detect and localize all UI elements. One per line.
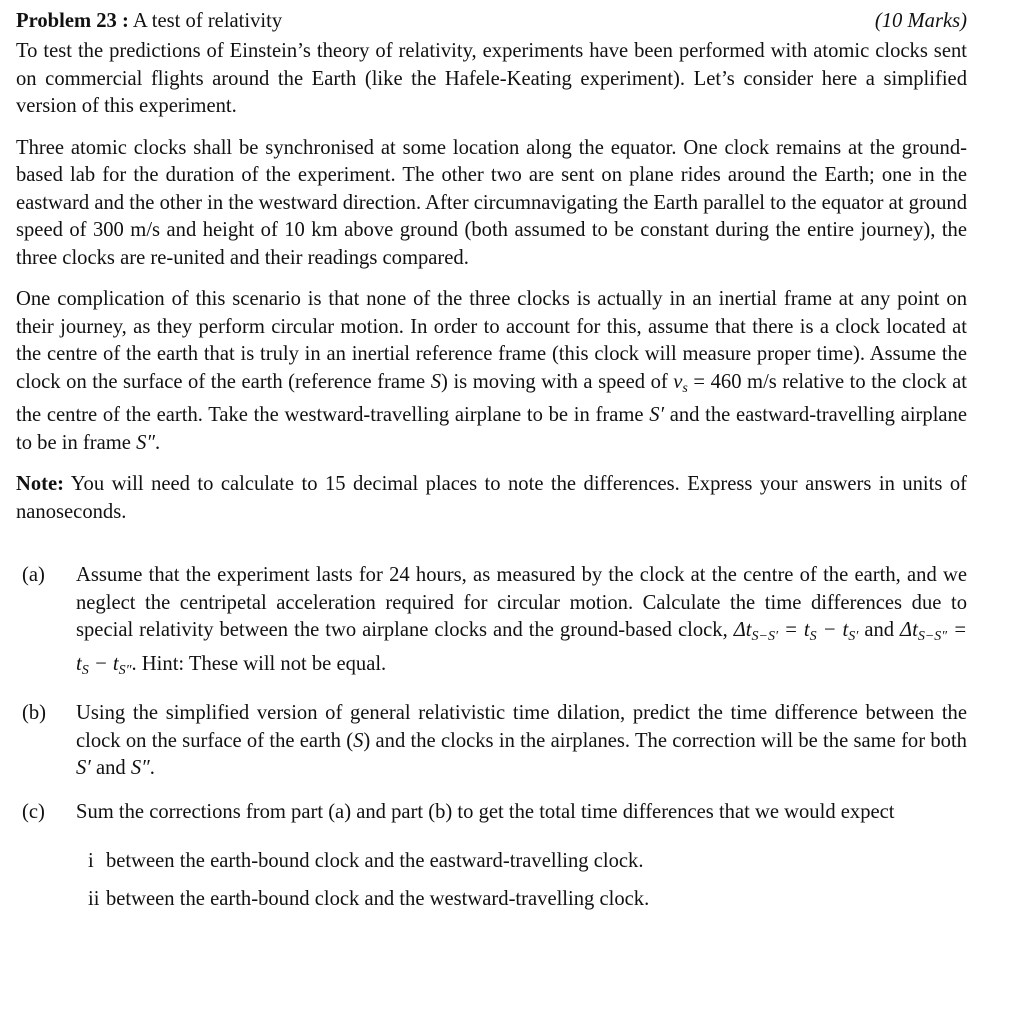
complication-text-2: ) is moving with a speed of <box>441 370 674 393</box>
question-c-sub-item-ii <box>88 886 967 914</box>
note-text: You will need to calculate to 15 decimal places to note the differences. Express your answers in units of nanoseconds. <box>16 473 967 523</box>
question-c-sub-label-ii: ii <box>88 887 100 910</box>
question-c-sub-text-i: between the earth-bound clock and the eastward-travelling clock. <box>106 850 644 872</box>
complication-text-4: . <box>154 431 161 454</box>
note-label: Note: <box>16 473 65 495</box>
note-paragraph <box>16 471 967 526</box>
equation-2-minus: − t <box>88 652 119 675</box>
frame-s-double-prime-symbol: S″ <box>136 431 155 454</box>
frame-s-prime-symbol: S′ <box>649 404 665 426</box>
vs-subscript: s <box>682 380 688 396</box>
equation-2-rhs: = t <box>76 619 968 675</box>
question-a-text-1: Assume that the experiment lasts for 24 hours, as measured by the clock at the centre of the earth, and we neglect the centripetal acceleration required for circular motion. Calculate the time differences due to special relativity between the two airplane clocks and the ground-based clock, <box>76 564 967 641</box>
question-a-text <box>76 562 967 684</box>
vs-symbol: v <box>673 370 683 393</box>
complication-text-1: One complication of this scenario is that none of the three clocks is actually in an inertial frame at any point on their journey, as they perform circular motion. In order to account for this, assume that there is a clock located at the centre of the earth that is truly in an inertial reference frame (this clock will measure proper time). Assume the clock on the surface of the earth (reference frame <box>16 288 967 393</box>
question-a-and: and <box>858 619 901 641</box>
question-b-label: (b) <box>22 702 47 724</box>
equation-1-rhs-subscript-2: S′ <box>848 629 859 644</box>
question-b-frame-s: S <box>353 729 364 752</box>
question-c-sub-item-i <box>88 848 967 876</box>
equation-1-lhs: Δt <box>733 619 752 641</box>
question-c <box>16 799 967 827</box>
intro-paragraph: To test the predictions of Einstein’s theory of relativity, experiments have been performed with atomic clocks sent on commercial flights around the Earth (like the Hafele-Keating experiment). Let’s consider here a simplified version of this experiment. <box>16 40 967 117</box>
complication-text-3: and the eastward-travelling airplane to be in frame <box>16 404 967 454</box>
question-b-and: and <box>90 757 131 779</box>
setup-paragraph: Three atomic clocks shall be synchronised at some location along the equator. One clock remains at the ground-based lab for the duration of the experiment. The other two are sent on plane rides around the Earth; one in the eastward and the other in the westward direction. After circumnavigating the Earth parallel to the equator at ground speed of 300 m/s and height of 10 km above ground (both assumed to be constant during the entire journey), the three clocks are re-united and their readings compared. <box>16 136 967 269</box>
question-b-text <box>76 700 967 783</box>
problem-title: A test of relativity <box>132 10 283 32</box>
problem-page <box>16 8 967 913</box>
question-c-label: (c) <box>22 800 45 823</box>
question-a <box>16 562 967 684</box>
question-b-frame-s-prime: S′ <box>76 757 91 779</box>
equation-1-lhs-subscript: S−S′ <box>751 629 779 644</box>
question-b-frame-s-double-prime: S″ <box>130 757 150 779</box>
question-a-text-2: . Hint: These will not be equal. <box>131 652 387 675</box>
question-b-text-2: ) and the clocks in the airplanes. The correction will be the same for both <box>363 729 967 752</box>
question-b <box>16 700 967 783</box>
equation-2-lhs-subscript: S−S″ <box>917 629 948 644</box>
equation-1-rhs-subscript-1: S <box>809 629 817 644</box>
question-c-text: Sum the corrections from part (a) and part (b) to get the total time differences that we would expect <box>76 800 895 823</box>
equation-2-rhs-subscript-2: S″ <box>118 662 132 678</box>
equation-2-rhs-subscript-1: S <box>81 662 89 678</box>
equation-2-lhs: Δt <box>900 619 918 641</box>
problem-label: Problem 23 : <box>16 10 129 32</box>
problem-marks: (10 Marks) <box>874 10 967 32</box>
question-list <box>16 562 967 913</box>
problem-heading <box>16 8 282 36</box>
complication-paragraph <box>16 286 967 457</box>
problem-header <box>16 8 967 38</box>
equation-1-rhs: = t <box>778 619 810 641</box>
question-c-sub-label-i: i <box>88 850 94 872</box>
frame-s-symbol: S <box>430 370 442 393</box>
question-c-sublist <box>88 848 967 913</box>
question-b-text-3: . <box>149 757 155 779</box>
question-a-label: (a) <box>22 564 45 586</box>
equation-1-minus: − t <box>816 619 849 641</box>
question-b-text-1: Using the simplified version of general relativistic time dilation, predict the time difference between the clock on the surface of the earth ( <box>76 702 967 752</box>
vs-value-text: = 460 m/s relative to the clock at the centre of the earth. Take the westward-travelling airplane to be in frame <box>16 370 967 426</box>
question-c-sub-text-ii: between the earth-bound clock and the westward-travelling clock. <box>106 887 650 910</box>
